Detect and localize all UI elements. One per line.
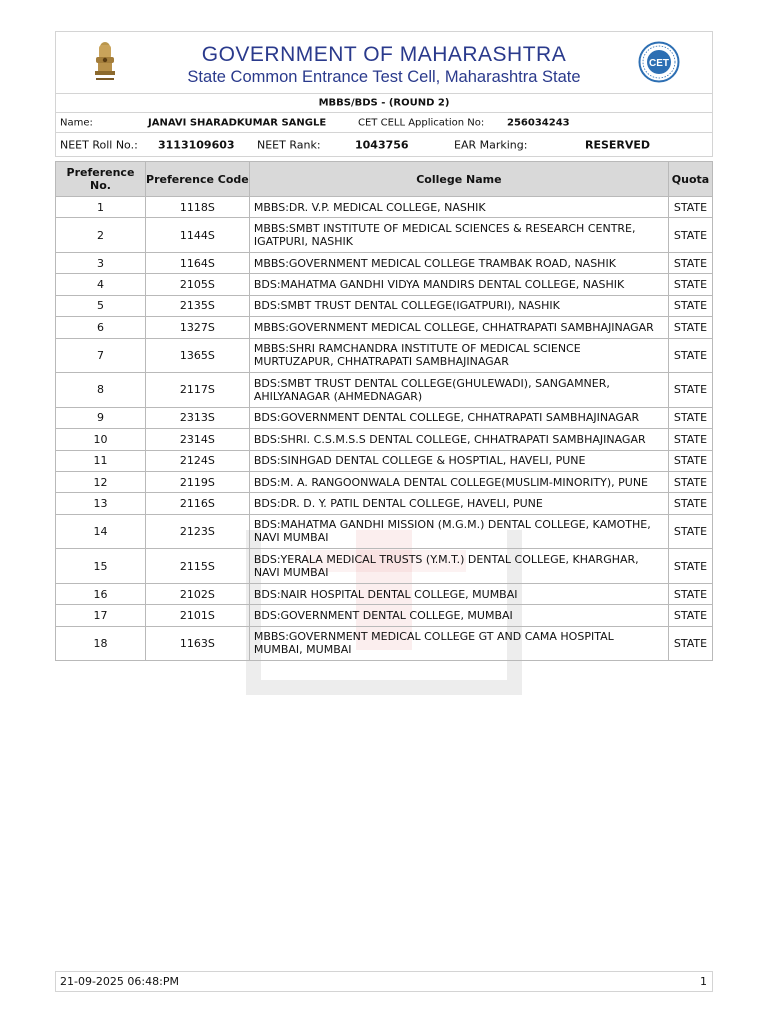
pref-no: 5 (56, 295, 146, 316)
table-row (56, 274, 713, 295)
ear-value: RESERVED (585, 138, 651, 151)
college-name: BDS:DR. D. Y. PATIL DENTAL COLLEGE, HAVELI, PUNE (249, 493, 668, 514)
pref-no: 15 (56, 549, 146, 584)
table-row (56, 626, 713, 661)
college-name: MBBS:DR. V.P. MEDICAL COLLEGE, NASHIK (249, 197, 668, 218)
cet-logo-text: CET (649, 58, 669, 69)
pref-no: 4 (56, 274, 146, 295)
table-row (56, 605, 713, 626)
college-name: BDS:SINHGAD DENTAL COLLEGE & HOSPTIAL, HAVELI, PUNE (249, 450, 668, 471)
pref-no: 17 (56, 605, 146, 626)
college-name: BDS:SMBT TRUST DENTAL COLLEGE(IGATPURI), NASHIK (249, 295, 668, 316)
quota: STATE (668, 605, 712, 626)
pref-no: 8 (56, 373, 146, 408)
quota: STATE (668, 197, 712, 218)
quota: STATE (668, 429, 712, 450)
college-name: MBBS:GOVERNMENT MEDICAL COLLEGE TRAMBAK ROAD, NASHIK (249, 252, 668, 273)
college-name: BDS:YERALA MEDICAL TRUSTS (Y.M.T.) DENTAL COLLEGE, KHARGHAR, NAVI MUMBAI (249, 549, 668, 584)
page-title: GOVERNMENT OF MAHARASHTRA (201, 43, 567, 66)
table-row (56, 252, 713, 273)
pref-code: 2116S (145, 493, 249, 514)
print-timestamp: 21-09-2025 06:48:PM (60, 975, 179, 988)
quota: STATE (668, 549, 712, 584)
pref-no: 7 (56, 338, 146, 373)
rank-label: NEET Rank: (257, 138, 321, 151)
quota: STATE (668, 450, 712, 471)
pref-no: 6 (56, 317, 146, 338)
application-label: CET CELL Application No: (358, 117, 485, 128)
college-name: MBBS:SHRI RAMCHANDRA INSTITUTE OF MEDICAL SCIENCE MURTUZAPUR, CHHATRAPATI SAMBHAJINAGAR (249, 338, 668, 373)
pref-code: 1163S (145, 626, 249, 661)
college-name: MBBS:SMBT INSTITUTE OF MEDICAL SCIENCES & RESEARCH CENTRE, IGATPURI, NASHIK (249, 218, 668, 253)
document-header (55, 31, 713, 94)
table-row (56, 549, 713, 584)
name-value: JANAVI SHARADKUMAR SANGLE (148, 117, 327, 128)
header-college: College Name (249, 162, 668, 197)
table-row (56, 373, 713, 408)
college-name: BDS:M. A. RANGOONWALA DENTAL COLLEGE(MUSLIM-MINORITY), PUNE (249, 471, 668, 492)
college-name: BDS:NAIR HOSPITAL DENTAL COLLEGE, MUMBAI (249, 583, 668, 604)
pref-no: 10 (56, 429, 146, 450)
pref-code: 1118S (145, 197, 249, 218)
page-subtitle: State Common Entrance Test Cell, Maharashtra State (187, 68, 581, 86)
pref-no: 16 (56, 583, 146, 604)
quota: STATE (668, 407, 712, 428)
pref-no: 2 (56, 218, 146, 253)
round-title: MBBS/BDS - (ROUND 2) (318, 97, 450, 109)
table-header-row (56, 162, 713, 197)
header-pref-no: Preference No. (56, 162, 146, 197)
table-row (56, 514, 713, 549)
pref-code: 2135S (145, 295, 249, 316)
candidate-info (55, 93, 713, 157)
table-row (56, 338, 713, 373)
pref-code: 1365S (145, 338, 249, 373)
quota: STATE (668, 493, 712, 514)
table-row (56, 317, 713, 338)
pref-code: 2119S (145, 471, 249, 492)
table-row (56, 295, 713, 316)
pref-code: 1327S (145, 317, 249, 338)
name-label: Name: (60, 117, 93, 128)
pref-code: 2105S (145, 274, 249, 295)
quota: STATE (668, 317, 712, 338)
pref-code: 1164S (145, 252, 249, 273)
pref-no: 11 (56, 450, 146, 471)
quota: STATE (668, 514, 712, 549)
pref-no: 14 (56, 514, 146, 549)
pref-code: 2314S (145, 429, 249, 450)
table-row (56, 197, 713, 218)
pref-code: 2102S (145, 583, 249, 604)
pref-no: 1 (56, 197, 146, 218)
pref-code: 2313S (145, 407, 249, 428)
header-quota: Quota (668, 162, 712, 197)
pref-no: 12 (56, 471, 146, 492)
college-name: MBBS:GOVERNMENT MEDICAL COLLEGE GT AND CAMA HOSPITAL MUMBAI, MUMBAI (249, 626, 668, 661)
quota: STATE (668, 338, 712, 373)
college-name: BDS:GOVERNMENT DENTAL COLLEGE, CHHATRAPATI SAMBHAJINAGAR (249, 407, 668, 428)
college-name: MBBS:GOVERNMENT MEDICAL COLLEGE, CHHATRAPATI SAMBHAJINAGAR (249, 317, 668, 338)
cet-logo-icon (638, 41, 680, 83)
quota: STATE (668, 295, 712, 316)
pref-code: 2117S (145, 373, 249, 408)
quota: STATE (668, 583, 712, 604)
college-name: BDS:GOVERNMENT DENTAL COLLEGE, MUMBAI (249, 605, 668, 626)
pref-code: 2124S (145, 450, 249, 471)
pref-no: 3 (56, 252, 146, 273)
header-pref-code: Preference Code (145, 162, 249, 197)
table-row (56, 471, 713, 492)
quota: STATE (668, 373, 712, 408)
roll-value: 3113109603 (158, 138, 235, 151)
quota: STATE (668, 471, 712, 492)
table-row (56, 407, 713, 428)
college-name: BDS:MAHATMA GANDHI VIDYA MANDIRS DENTAL COLLEGE, NASHIK (249, 274, 668, 295)
table-row (56, 429, 713, 450)
pref-code: 2123S (145, 514, 249, 549)
pref-no: 18 (56, 626, 146, 661)
rank-value: 1043756 (355, 138, 409, 151)
table-row (56, 493, 713, 514)
table-row (56, 583, 713, 604)
roll-label: NEET Roll No.: (60, 138, 138, 151)
quota: STATE (668, 252, 712, 273)
college-name: BDS:MAHATMA GANDHI MISSION (M.G.M.) DENTAL COLLEGE, KAMOTHE, NAVI MUMBAI (249, 514, 668, 549)
application-value: 256034243 (507, 117, 570, 128)
quota: STATE (668, 218, 712, 253)
ear-label: EAR Marking: (454, 138, 528, 151)
pref-code: 2101S (145, 605, 249, 626)
college-name: BDS:SHRI. C.S.M.S.S DENTAL COLLEGE, CHHATRAPATI SAMBHAJINAGAR (249, 429, 668, 450)
college-name: BDS:SMBT TRUST DENTAL COLLEGE(GHULEWADI), SANGAMNER, AHILYANAGAR (AHMEDNAGAR) (249, 373, 668, 408)
pref-code: 2115S (145, 549, 249, 584)
table-row (56, 450, 713, 471)
page-footer (55, 971, 713, 992)
preference-table (55, 161, 713, 661)
page-number: 1 (700, 975, 707, 988)
pref-no: 9 (56, 407, 146, 428)
quota: STATE (668, 274, 712, 295)
pref-code: 1144S (145, 218, 249, 253)
quota: STATE (668, 626, 712, 661)
table-row (56, 218, 713, 253)
pref-no: 13 (56, 493, 146, 514)
